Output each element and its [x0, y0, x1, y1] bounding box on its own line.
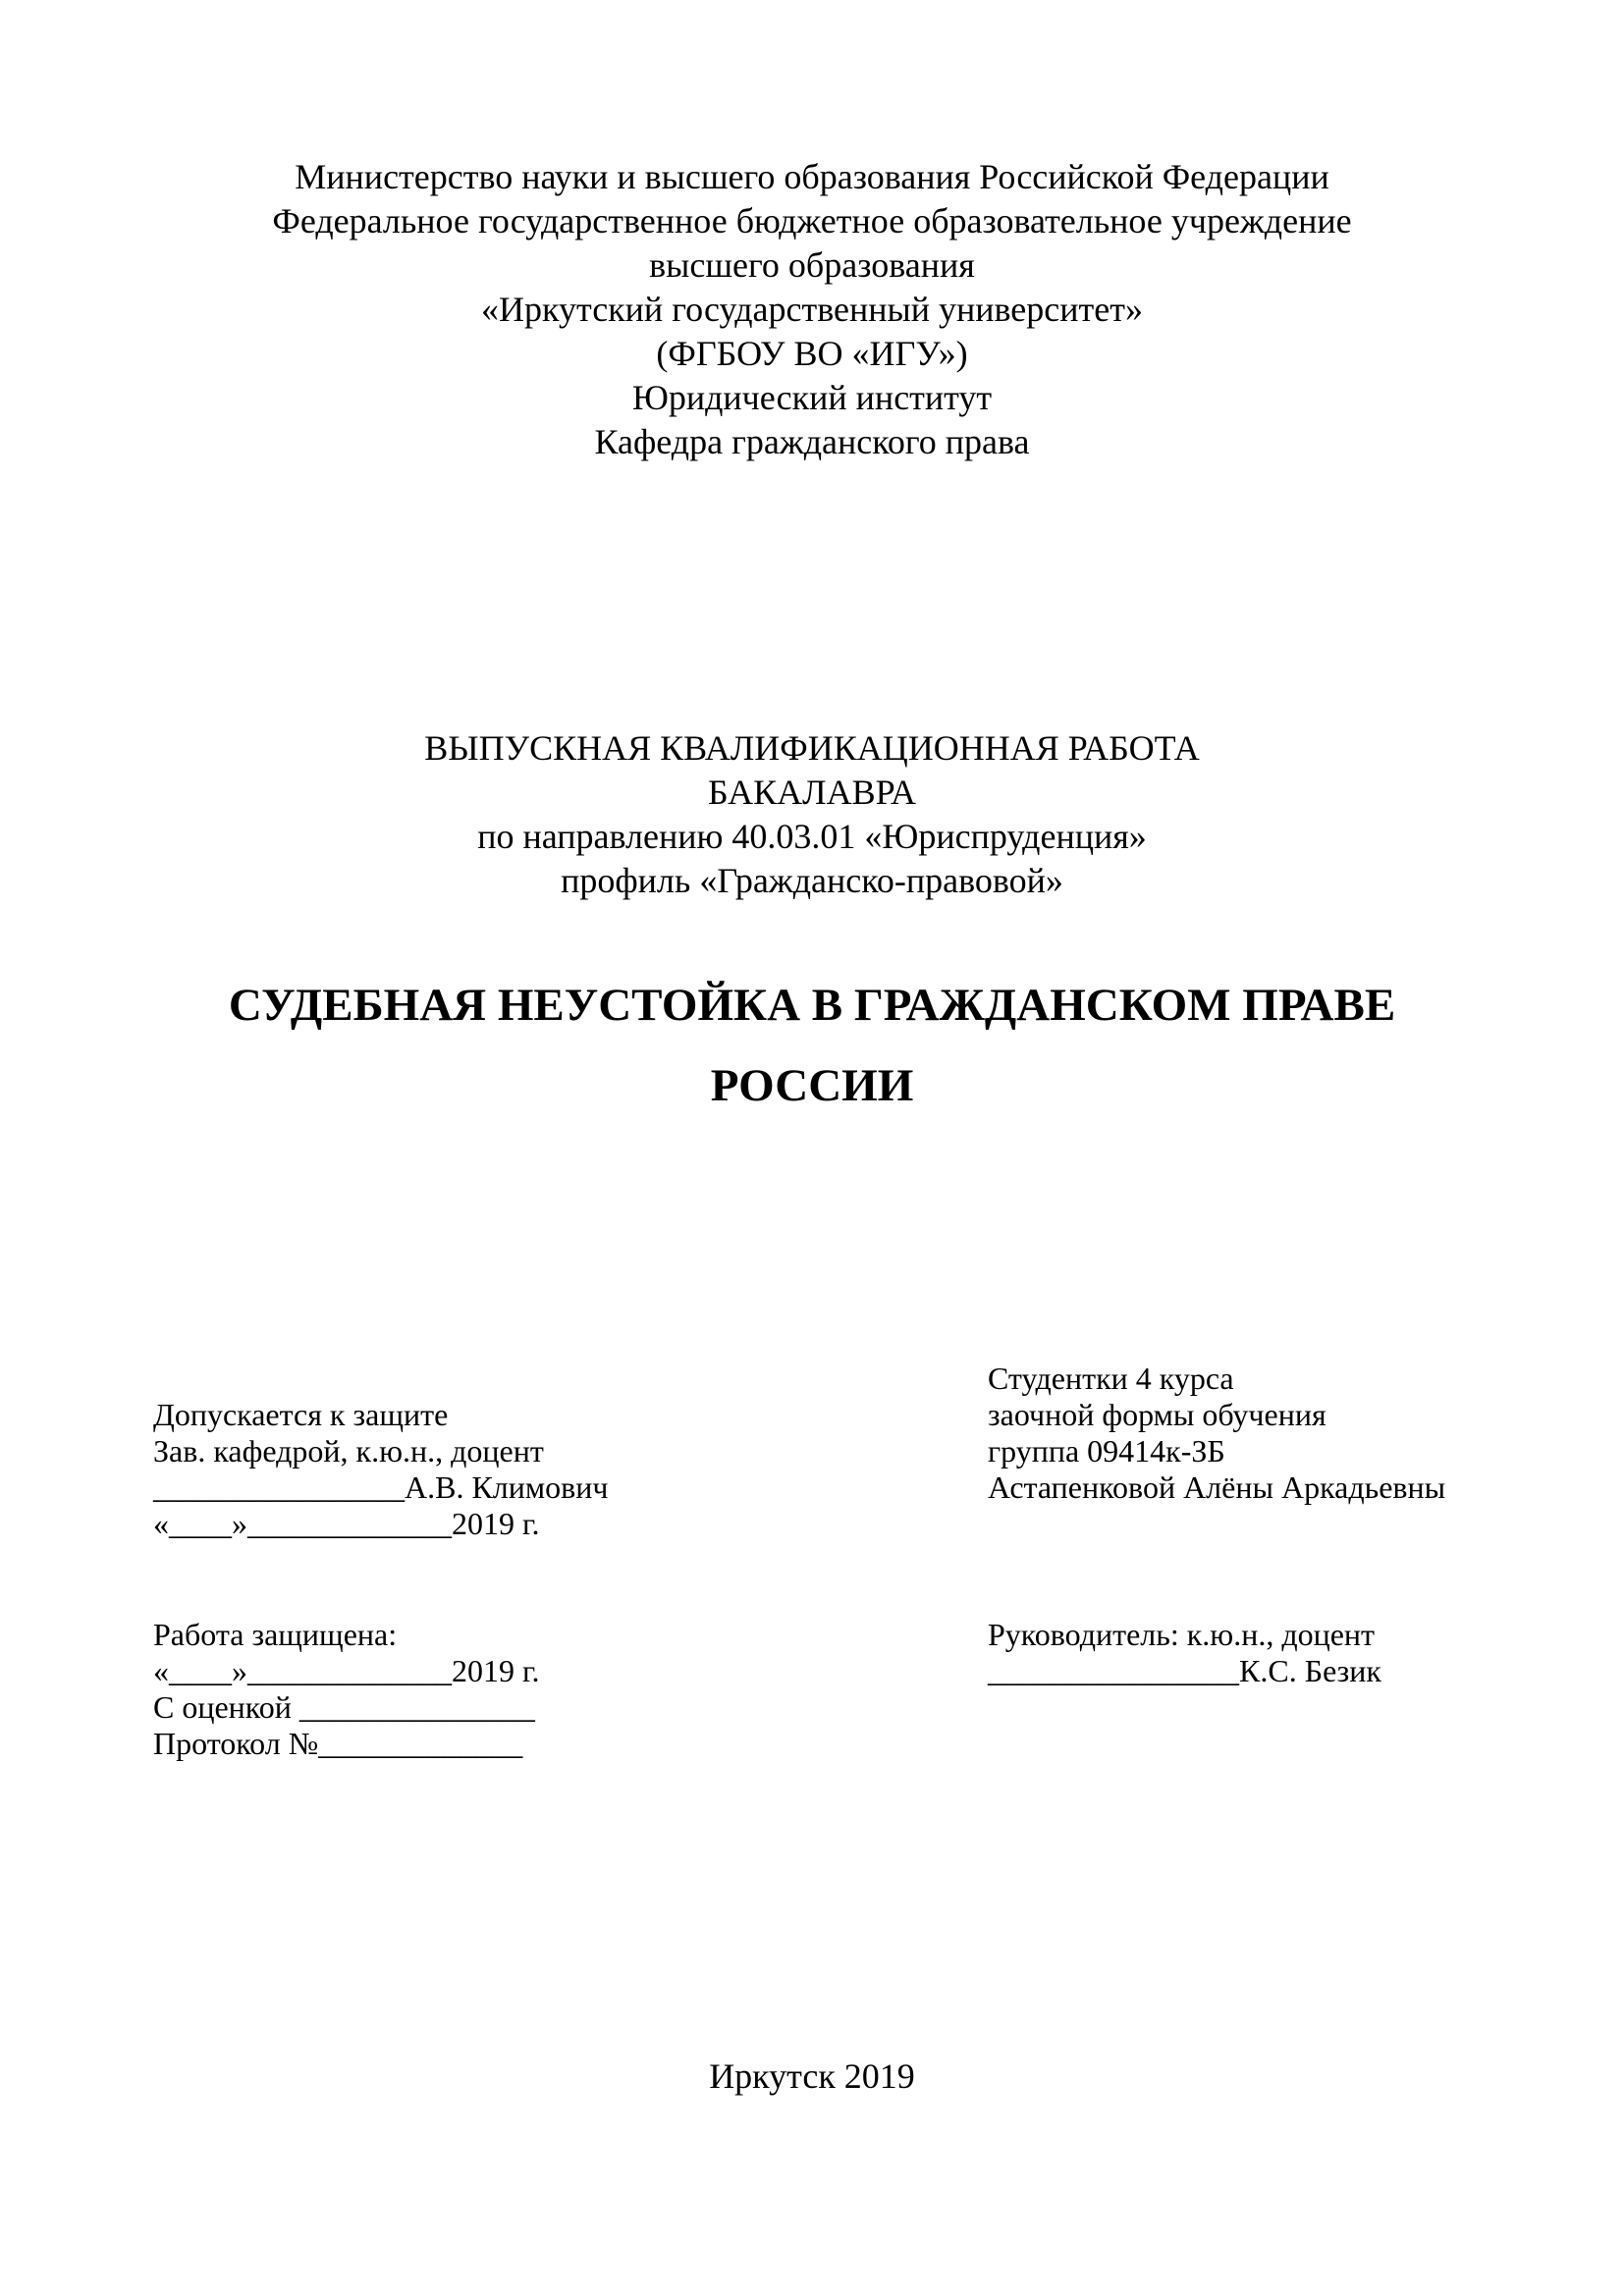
direction-line: по направлению 40.03.01 «Юриспруденция» [477, 817, 1147, 856]
student-name-line: Астапенковой Алёны Аркадьевны [988, 1469, 1446, 1505]
institution-header [0, 155, 1624, 464]
city-year: Иркутск 2019 [709, 2056, 915, 2096]
ministry-line: Министерство науки и высшего образования Российской Федерации [295, 157, 1329, 196]
group-line: группа 09414к-ЗБ [988, 1433, 1225, 1468]
work-type-block [0, 726, 1624, 903]
thesis-title [0, 965, 1624, 1126]
protocol-line: Протокол №_____________ [153, 1726, 523, 1761]
supervisor-signature-line: ________________К.С. Безик [988, 1653, 1381, 1688]
department-line: Кафедра гражданского права [594, 422, 1030, 461]
grade-line: С оценкой _______________ [153, 1689, 535, 1725]
institution-type-line: Федеральное государственное бюджетное образовательное учреждение [272, 201, 1352, 240]
degree-line: БАКАЛАВРА [707, 773, 917, 812]
defense-date-line: «____»_____________2019 г. [153, 1653, 540, 1688]
defense-block [153, 1617, 540, 1762]
university-abbr-line: (ФГБОУ ВО «ИГУ») [656, 334, 968, 373]
student-course-line: Студентки 4 курса [988, 1361, 1234, 1396]
work-type-line: ВЫПУСКНАЯ КВАЛИФИКАЦИОННАЯ РАБОТА [424, 728, 1200, 768]
thesis-title-line-2: РОССИИ [710, 1060, 914, 1111]
supervisor-title-line: Руководитель: к.ю.н., доцент [988, 1617, 1376, 1652]
head-of-department-line: Зав. кафедрой, к.ю.н., доцент [153, 1433, 544, 1468]
institute-line: Юридический институт [631, 378, 993, 417]
approval-line: Допускается к защите [153, 1397, 449, 1432]
thesis-title-line-1: СУДЕБНАЯ НЕУСТОЙКА В ГРАЖДАНСКОМ ПРАВЕ [228, 980, 1396, 1031]
profile-line: профиль «Гражданско-правовой» [561, 861, 1063, 900]
supervisor-block [988, 1617, 1381, 1689]
defense-label-line: Работа защищена: [153, 1617, 398, 1652]
approval-date-line: «____»_____________2019 г. [153, 1506, 540, 1541]
approval-block [153, 1397, 608, 1542]
university-name-line: «Иркутский государственный университет» [481, 290, 1143, 329]
education-level-line: высшего образования [649, 245, 975, 285]
student-block [988, 1361, 1445, 1506]
study-form-line: заочной формы обучения [988, 1397, 1326, 1432]
head-signature-line: ________________А.В. Климович [153, 1469, 609, 1505]
